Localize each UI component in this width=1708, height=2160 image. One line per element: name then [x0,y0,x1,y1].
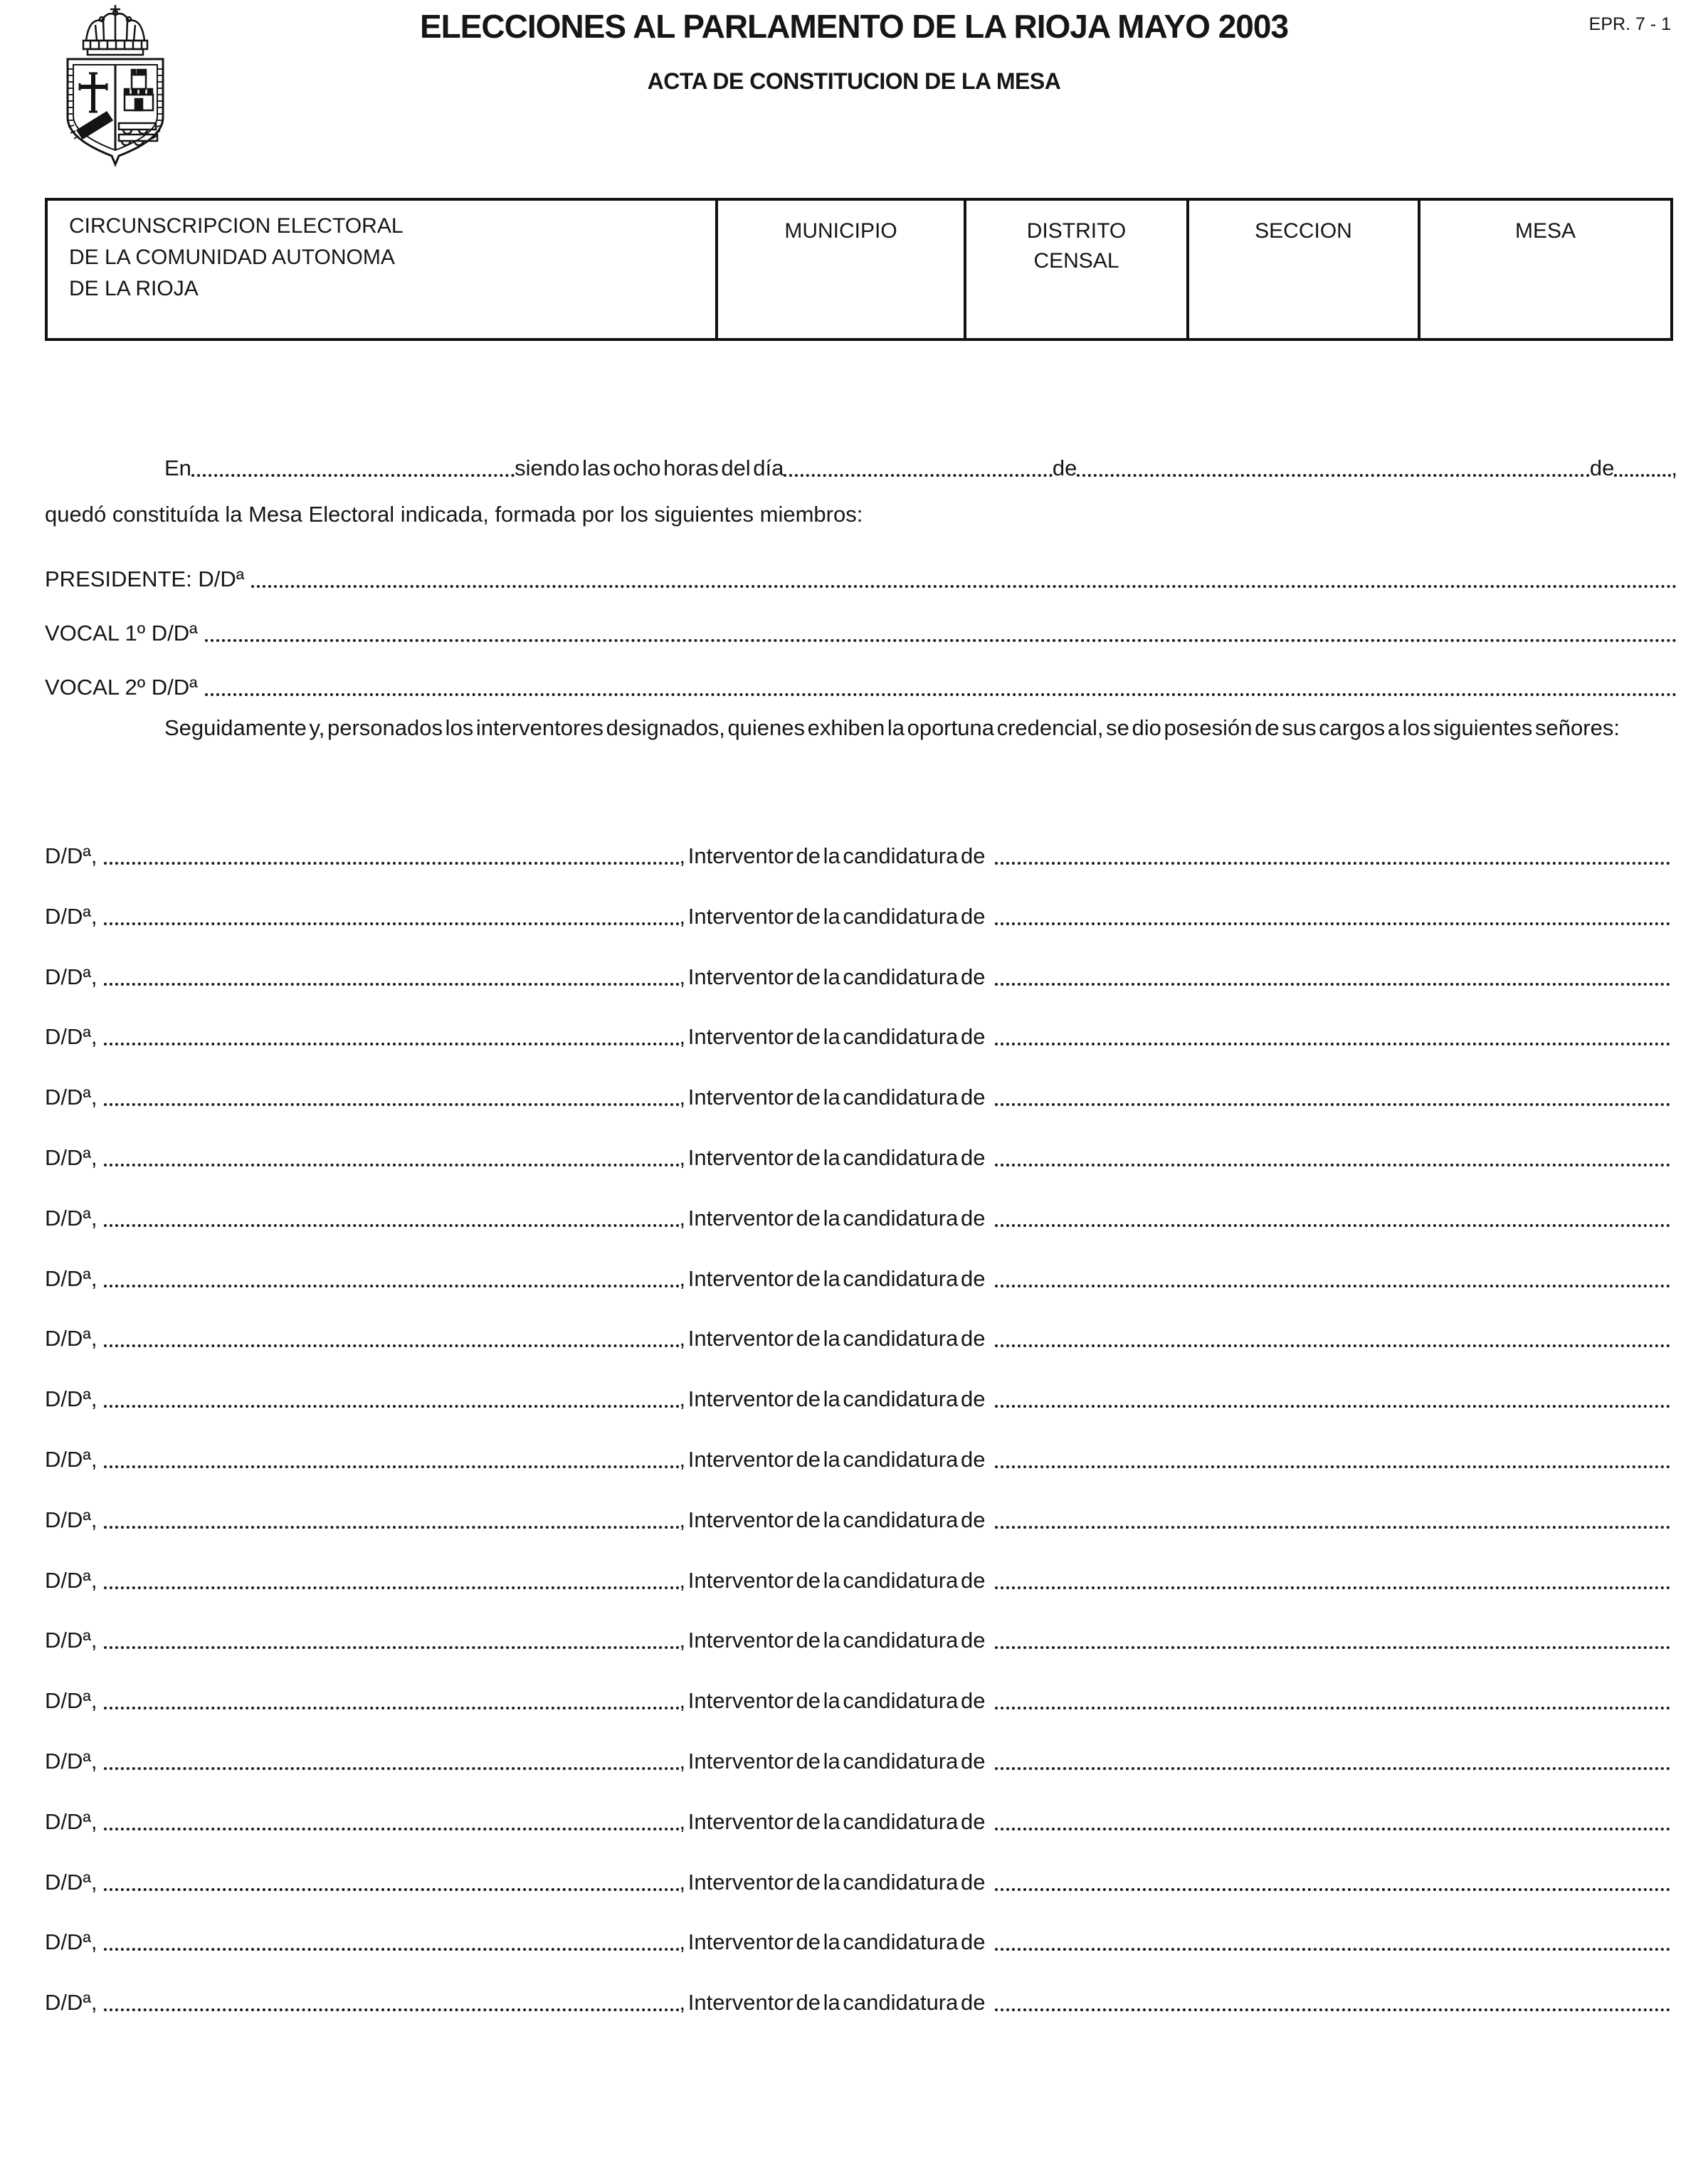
interventor-row-prefix: D/Dª, [45,1144,97,1170]
interventor-row-prefix: D/Dª, [45,1869,97,1895]
candidatura-blank [995,1103,1670,1106]
interventor-row [45,883,1670,943]
interventor-row-middle: , Interventor de la candidatura de [679,1688,986,1714]
interventor-name-blank [104,1828,679,1830]
interventor-row-middle: , Interventor de la candidatura de [679,843,986,868]
municipio-cell [717,199,965,339]
interventor-row-middle: , Interventor de la candidatura de [679,1748,986,1774]
interventor-row-middle: , Interventor de la candidatura de [679,1024,986,1050]
interventor-row [45,943,1670,1003]
interventor-row-prefix: D/Dª, [45,1567,97,1593]
table-header-distrito-censal: DISTRITO CENSAL [1026,219,1127,273]
interventor-row-prefix: D/Dª, [45,1628,97,1653]
interventor-row [45,1667,1670,1727]
constitution-seg-en: En [164,455,191,480]
interventor-row-prefix: D/Dª, [45,1929,97,1955]
vocal-1-name-blank [205,639,1677,642]
year-blank-field [1614,474,1671,477]
interventor-row [45,1547,1670,1607]
interventor-row [45,1365,1670,1426]
mesa-cell [1419,199,1672,339]
member-row-vocal-2 [45,658,1677,712]
interventor-row-middle: , Interventor de la candidatura de [679,1869,986,1895]
candidatura-blank [995,1586,1670,1589]
candidatura-blank [995,1405,1670,1408]
interventor-row [45,1908,1670,1969]
interventor-row-middle: , Interventor de la candidatura de [679,1326,986,1352]
circunscripcion-line: DE LA COMUNIDAD AUTONOMA [69,246,395,269]
interventor-row [45,1727,1670,1788]
candidatura-blank [995,1344,1670,1347]
interventores-intro-paragraph: Seguidamente y, personados los interventores designados, quienes exhiben la oportuna credencial, se dio posesión de sus cargos a los siguientes señores: [164,715,1620,740]
interventor-row-prefix: D/Dª, [45,1024,97,1050]
interventor-name-blank [104,1707,679,1709]
interventor-row-prefix: D/Dª, [45,964,97,989]
interventor-row-prefix: D/Dª, [45,1748,97,1774]
interventores-list [45,822,1670,2029]
interventor-row-middle: , Interventor de la candidatura de [679,1808,986,1834]
interventor-name-blank [104,1465,679,1468]
interventor-row-middle: , Interventor de la candidatura de [679,1507,986,1532]
candidatura-blank [995,1948,1670,1951]
interventor-name-blank [104,983,679,986]
interventor-row-middle: , Interventor de la candidatura de [679,1990,986,2016]
interventor-row-prefix: D/Dª, [45,1507,97,1532]
candidatura-blank [995,1828,1670,1830]
candidatura-blank [995,983,1670,986]
interventor-row [45,1305,1670,1365]
candidatura-blank [995,1888,1670,1891]
interventor-row-middle: , Interventor de la candidatura de [679,1386,986,1412]
interventor-row-prefix: D/Dª, [45,1446,97,1472]
candidatura-blank [995,1285,1670,1287]
interventor-row [45,1788,1670,1848]
candidatura-blank [995,1164,1670,1166]
circunscripcion-line: DE LA RIOJA [69,277,199,300]
constitution-paragraph [45,455,1677,534]
interventor-row-prefix: D/Dª, [45,1326,97,1352]
distrito-censal-cell [965,199,1188,339]
interventor-row [45,1426,1670,1486]
interventor-name-blank [104,862,679,865]
interventor-name-blank [104,1103,679,1106]
interventor-name-blank [104,1285,679,1287]
interventor-row [45,1124,1670,1184]
interventor-row-prefix: D/Dª, [45,1205,97,1231]
constitution-seg-de2: de [1589,455,1615,480]
candidatura-blank [995,1224,1670,1227]
interventor-row-middle: , Interventor de la candidatura de [679,1929,986,1955]
presidente-label: PRESIDENTE: D/Dª [45,567,245,591]
candidatura-blank [995,1767,1670,1770]
candidatura-blank [995,1526,1670,1529]
candidatura-blank [995,1707,1670,1709]
interventor-row-prefix: D/Dª, [45,1808,97,1834]
day-blank-field [784,474,1052,477]
interventor-row-middle: , Interventor de la candidatura de [679,1144,986,1170]
interventor-row-middle: , Interventor de la candidatura de [679,1446,986,1472]
interventor-row [45,1063,1670,1124]
constitution-seg-time: siendo las ocho horas del día [515,455,784,480]
mesa-members-list [45,549,1677,712]
interventor-row [45,1969,1670,2029]
candidatura-blank [995,1646,1670,1649]
interventor-name-blank [104,1043,679,1045]
circunscripcion-cell [46,199,717,339]
constitution-trailing-comma: , [1671,455,1677,480]
interventor-row [45,1606,1670,1667]
interventor-name-blank [104,1586,679,1589]
form-code: EPR. 7 - 1 [1588,14,1671,34]
page-subtitle: ACTA DE CONSTITUCION DE LA MESA [647,68,1061,94]
candidatura-blank [995,1043,1670,1045]
interventor-name-blank [104,1164,679,1166]
interventor-row-middle: , Interventor de la candidatura de [679,1265,986,1291]
electoral-info-table [45,198,1673,341]
constitution-line2: quedó constituída la Mesa Electoral indicada, formada por los siguientes miembros: [45,502,863,527]
interventor-row [45,1003,1670,1063]
interventor-row-prefix: D/Dª, [45,903,97,929]
seccion-cell [1188,199,1419,339]
interventor-name-blank [104,1344,679,1347]
place-blank-field [191,474,515,477]
interventor-row-prefix: D/Dª, [45,1990,97,2016]
interventor-row-middle: , Interventor de la candidatura de [679,1085,986,1110]
month-blank-field [1077,474,1590,477]
constitution-seg-de1: de [1052,455,1077,480]
interventor-row [45,1848,1670,1909]
interventor-row-prefix: D/Dª, [45,1386,97,1412]
interventor-name-blank [104,1767,679,1770]
interventor-name-blank [104,1888,679,1891]
document-header [0,7,1708,95]
candidatura-blank [995,2008,1670,2011]
member-row-presidente [45,549,1677,604]
vocal-1-label: VOCAL 1º D/Dª [45,621,198,646]
interventor-name-blank [104,1646,679,1649]
interventor-name-blank [104,1405,679,1408]
circunscripcion-line: CIRCUNSCRIPCION ELECTORAL [69,214,404,238]
member-row-vocal-1 [45,604,1677,658]
interventor-row [45,822,1670,883]
interventor-row-prefix: D/Dª, [45,1688,97,1714]
interventor-row-middle: , Interventor de la candidatura de [679,903,986,929]
vocal-2-name-blank [205,693,1677,696]
interventor-row-middle: , Interventor de la candidatura de [679,1205,986,1231]
interventor-name-blank [104,1948,679,1951]
interventor-row [45,1245,1670,1305]
interventor-row [45,1486,1670,1547]
interventor-row-middle: , Interventor de la candidatura de [679,964,986,989]
interventor-row-prefix: D/Dª, [45,843,97,868]
interventor-name-blank [104,922,679,925]
constitution-fill-line [45,455,1677,495]
interventor-name-blank [104,2008,679,2011]
vocal-2-label: VOCAL 2º D/Dª [45,675,198,700]
interventor-row-middle: , Interventor de la candidatura de [679,1567,986,1593]
table-header-municipio: MUNICIPIO [784,219,897,243]
candidatura-blank [995,862,1670,865]
interventor-row-middle: , Interventor de la candidatura de [679,1628,986,1653]
candidatura-blank [995,1465,1670,1468]
interventor-row-prefix: D/Dª, [45,1265,97,1291]
interventor-row-prefix: D/Dª, [45,1085,97,1110]
table-header-seccion: SECCION [1255,219,1352,243]
presidente-name-blank [251,585,1677,588]
candidatura-blank [995,922,1670,925]
interventor-name-blank [104,1224,679,1227]
page-title: ELECCIONES AL PARLAMENTO DE LA RIOJA MAYO 2003 [419,8,1289,45]
interventor-name-blank [104,1526,679,1529]
table-header-mesa: MESA [1514,219,1576,243]
interventor-row [45,1184,1670,1245]
